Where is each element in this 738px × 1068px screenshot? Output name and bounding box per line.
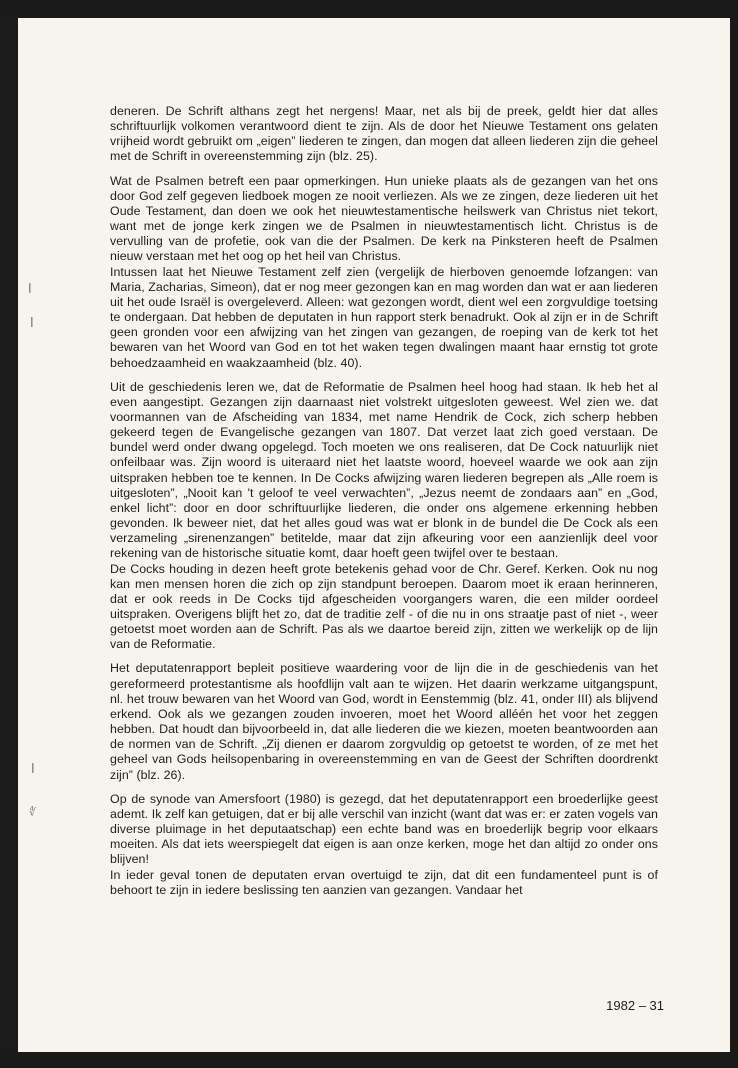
paragraph: deneren. De Schrift althans zegt het nergens! Maar, net als bij de preek, geldt hier dat alles schriftuurlijk volkomen verantwoord dient te zijn. Als de door het Nieuwe Testament ons gelaten vrijheid wordt gebruikt om „eigen” liederen te zingen, dan mogen dat alleen liederen zijn die geheel met de Schrift in overeenstemming zijn (blz. 25). xyxy=(110,104,658,164)
paragraph: Op de synode van Amersfoort (1980) is gezegd, dat het deputatenrapport een broederlijke geest ademt. Ik zelf kan getuigen, dat er bij alle verschil van inzicht (want dat was er: er zaten vogels van diverse pluimage in het deputaatschap) een echte band was en broederlijk begrip voor elkaars moeiten. Als dat iets weerspiegelt dat eigen is aan onze kerken, moge het dan altijd zo onder ons blijven! xyxy=(110,791,658,867)
margin-mark-icon: ǀ xyxy=(31,760,35,776)
margin-mark-icon: ǀ xyxy=(28,280,32,296)
paragraph: Wat de Psalmen betreft een paar opmerkingen. Hun unieke plaats als de gezangen van het ons door God zelf gegeven liedboek mogen ze nooit verliezen. Als we ze zingen, deze liederen uit het Oude Testament, dan doen we ook het nieuwtestamentische heilswerk van Christus niet tekort, want met de jonge kerk zingen we de Psalmen in nieuwtestamentisch licht. Christus is de vervulling van de profetie, ook van die der Psalmen. De kerk na Pinksteren heeft de Psalmen nieuw verstaan met het oog op het heil van Christus. xyxy=(110,173,658,264)
paragraph: Intussen laat het Nieuwe Testament zelf zien (vergelijk de hierboven genoemde lofzangen: van Maria, Zacharias, Simeon), dat er nog meer gezongen kan en mag worden dan wat er aan liederen uit het oude Israël is overgeleverd. Alleen: wat gezongen wordt, dient wel een zorgvuldige toetsing te ondergaan. Dat hebben de deputaten in hun rapport sterk benadrukt. Ook al zijn er in de Schrift geen gronden voor een afwijzing van het zingen van gezangen, de roeping van de kerk tot het bewaren van het Woord van God en tot het waken tegen dwalingen maant haar ernstig tot grote behoedzaamheid en waakzaamheid (blz. 40). xyxy=(110,264,658,370)
paragraph: In ieder geval tonen de deputaten ervan overtuigd te zijn, dat dit een fundamenteel punt is of behoort te zijn in iedere beslissing ten aanzien van gezangen. Vandaar het xyxy=(110,867,658,897)
margin-mark-icon: ǀ xyxy=(30,314,34,330)
paragraph: Uit de geschiedenis leren we, dat de Reformatie de Psalmen heel hoog had staan. Ik heb het al even aangestipt. Gezangen zijn daarnaast niet volstrekt uitgesloten geweest. Wel zien we. dat voormannen van de Afscheiding van 1834, met name Hendrik de Cock, zich scherp hebben gekeerd tegen de Evangelische gezangen van 1807. Dat verzet laat zich goed verstaan. De bundel werd onder dwang opgelegd. Toch moeten we ons realiseren, dat De Cock natuurlijk niet onfeilbaar was. Zijn woord is uiteraard niet het laatste woord, hoeveel waarde we ook aan zijn uitspraken hebben toe te kennen. In De Cocks afwijzing waren liederen begrepen als „Alle roem is uitgesloten”, „Nooit kan 't geloof te veel verwachten”, „Jezus neemt de zondaars aan” en „God, enkel licht”: door en door schriftuurlijke liederen, die onder ons algemene erkenning hebben gevonden. Ik beweer niet, dat het alles goud was wat er blonk in de bundel die De Cock als een verzameling „sirenenzangen” betitelde, maar dat zijn afkeuring voor een aanzienlijk deel voor rekening van de historische situatie komt, daar hoeft geen twijfel over te bestaan. xyxy=(110,379,658,561)
scan-border-top xyxy=(0,0,738,18)
margin-mark-icon: ∜ xyxy=(29,807,37,819)
paragraph: De Cocks houding in dezen heeft grote betekenis gehad voor de Chr. Geref. Kerken. Ook nu nog kan men mensen horen die zich op zijn standpunt beroepen. Daarom moet ik eraan herinneren, dat er ook reeds in De Cocks tijd afgescheiden voorgangers waren, die een milder oordeel uitspraken. Overigens blijft het zo, dat de traditie zelf - of die nu in ons straatje past of niet -, weer getoetst moet worden aan de Schrift. Pas als we daartoe bereid zijn, zitten we werkelijk op de lijn van de Reformatie. xyxy=(110,561,658,652)
page-number: 1982 – 31 xyxy=(606,998,664,1013)
paragraph: Het deputatenrapport bepleit positieve waardering voor de lijn die in de geschiedenis van het gereformeerd protestantisme als hoofdlijn valt aan te wijzen. Het daarin werkzame uitgangspunt, nl. het trouw bewaren van het Woord van God, wordt in Eenstemmig (blz. 41, onder III) als blijvend erkend. Ook als we gezangen zouden invoeren, moet het Woord alléén het voor het zeggen hebben. Dat houdt dan bijvoorbeeld in, dat alle liederen die we kiezen, moeten beantwoorden aan de normen van de Schrift. „Zij dienen er daarom zorgvuldig op getoetst te worden, of ze met het geheel van Gods heilsopenbaring in overeenstemming en van de Geest der Schriften doordrenkt zijn” (blz. 26). xyxy=(110,661,658,782)
scan-border-right xyxy=(730,0,738,1068)
article-body xyxy=(110,104,658,907)
document-page xyxy=(18,18,730,1052)
scan-border-bottom xyxy=(0,1052,738,1068)
